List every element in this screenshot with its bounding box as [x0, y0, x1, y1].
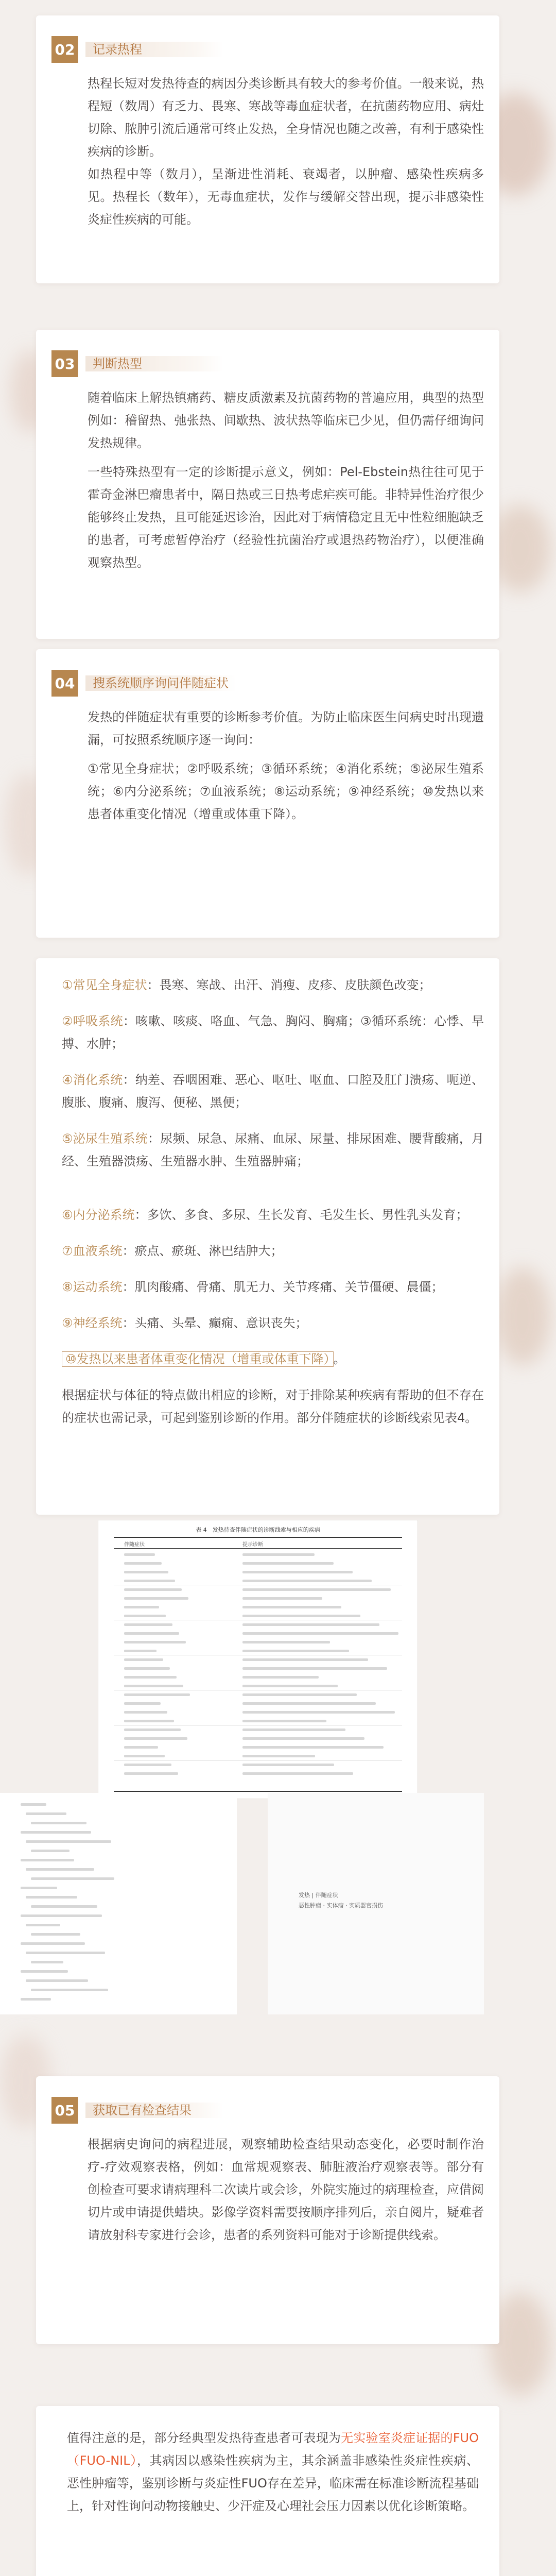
table-side-note: 恶性肿瘤 · 实体瘤 · 实质器官损伤 [299, 1902, 383, 1909]
table-line [242, 1746, 384, 1749]
section-number: 03 [51, 350, 78, 377]
symptom-text: ：畏寒、寒战、出汗、消瘦、皮疹、皮肤颜色改变； [147, 978, 431, 992]
section-02-body [51, 63, 484, 231]
symptom-text: 。 [333, 1352, 346, 1366]
table-header-symptom: 伴随症状 [124, 1542, 145, 1548]
table-line [242, 1702, 376, 1705]
table-line [242, 1764, 334, 1766]
section-04-card [36, 649, 499, 938]
table-line [31, 1905, 97, 1908]
table-line [124, 1685, 183, 1687]
symptom-text: ：纳差、吞咽困难、恶心、呕吐、呕血、口腔及肛门溃疡、呃逆、腹胀、腹痛、腹泻、便秘、黑便； [62, 1073, 484, 1110]
table-line [124, 1711, 167, 1714]
section-05-header [51, 2097, 484, 2124]
symptom-item [62, 1069, 484, 1114]
note-highlight: 无实验室炎症证据的FUO（FUO-NIL） [67, 2431, 479, 2468]
table-line [31, 1822, 86, 1824]
table-line [124, 1641, 186, 1643]
table-line [124, 1693, 190, 1696]
section-03-body [51, 377, 484, 574]
section-title: 判断热型 [85, 356, 223, 371]
table-line [31, 1961, 63, 1963]
table-line [26, 1868, 94, 1871]
table-line [242, 1685, 338, 1687]
section-03-header [51, 350, 484, 377]
table-line [124, 1623, 172, 1626]
table-line [242, 1728, 345, 1731]
table-line [21, 1970, 68, 1973]
symptom-text: ：肌肉酸痛、骨痛、肌无力、关节疼痛、关节僵硬、晨僵； [122, 1280, 444, 1294]
symptom-label: ⑥内分泌系统 [62, 1208, 135, 1222]
table-line [242, 1606, 341, 1608]
section-05-body [51, 2124, 484, 2246]
table-line [124, 1553, 155, 1556]
table-line [26, 1840, 111, 1843]
symptom-label: ⑤泌尿生殖系统 [62, 1131, 148, 1146]
symptom-text: ：尿频、尿急、尿痛、血尿、尿量、排尿困难、腰背酸痛，月经、生殖器溃疡、生殖器水肿、生殖器肿痛； [62, 1131, 484, 1168]
paragraph: ①常见全身症状；②呼吸系统；③循环系统；④消化系统；⑤泌尿生殖系统；⑥内分泌系统；⑦血液系统；⑧运动系统；⑨神经系统；⑩发热以来患者体重变化情况（增重或体重下降）。 [88, 761, 484, 821]
table-line [31, 1877, 114, 1880]
table-line [124, 1597, 188, 1600]
symptom-text: ：咳嗽、咳痰、咯血、气急、胸闷、胸痛；③循环系统：心悸、早搏、水肿； [62, 1014, 484, 1051]
section-number: 02 [51, 36, 78, 63]
paragraph: 热程长短对发热待查的病因分类诊断具有较大的参考价值。一般来说，热程短（数周）有乏力、畏寒、寒战等毒血症状者，在抗菌药物应用、病灶切除、脓肿引流后通常可终止发热，全身情况也随之改善，有利于感染性疾病的诊断。 [88, 76, 484, 159]
note-paragraph [67, 2427, 479, 2517]
section-05-card [36, 2076, 499, 2344]
table-line [242, 1755, 315, 1757]
table-line [26, 1979, 88, 1982]
table-4-image [98, 1520, 418, 1799]
symptom-item [62, 1348, 484, 1370]
symptoms-card [36, 958, 499, 1515]
symptom-label: ⑩发热以来患者体重变化情况（增重或体重下降） [62, 1351, 334, 1367]
symptom-text: ：头痛、头晕、癫痫、意识丧失； [122, 1316, 308, 1330]
paragraph: 根据症状与体征的特点做出相应的诊断，对于排除某种疾病有帮助的但不存在的症状也需记录，可起到鉴别诊断的作用。部分伴随症状的诊断线索见表4。 [62, 1388, 484, 1425]
table-line [242, 1632, 398, 1635]
symptom-item [62, 1204, 484, 1226]
table-line [124, 1658, 163, 1661]
table-line [26, 1924, 60, 1926]
table-line [124, 1746, 158, 1749]
table-line [124, 1737, 187, 1740]
symptom-item [62, 1240, 484, 1262]
section-04-body [51, 697, 484, 825]
table-line [242, 1615, 360, 1617]
table-header-diagnosis: 提示诊断 [242, 1542, 263, 1548]
table-line [242, 1571, 353, 1573]
table-side-note: 发热 | 伴随症状 [299, 1892, 338, 1899]
symptom-item [62, 974, 484, 996]
table-line [21, 1887, 57, 1889]
table-line [242, 1580, 372, 1582]
table-line [21, 1942, 85, 1945]
table-line [242, 1641, 330, 1643]
section-title: 记录热程 [85, 42, 223, 57]
table-line [242, 1772, 353, 1775]
symptom-text: ：多饮、多食、多尿、生长发育、毛发生长、男性乳头发育； [134, 1208, 468, 1222]
table-line [124, 1615, 166, 1617]
table-line [26, 1896, 77, 1899]
table-line [21, 1859, 74, 1861]
symptom-label: ⑧运动系统 [62, 1280, 123, 1294]
table-line [242, 1667, 387, 1670]
section-number: 05 [51, 2097, 78, 2124]
table-line [242, 1553, 315, 1556]
table-line [124, 1580, 175, 1582]
paragraph: 一些特殊热型有一定的诊断提示意义，例如：Pel-Ebstein热往往可见于霍奇金淋巴瘤患者中，隔日热或三日热考虑疟疾可能。非特异性治疗很少能够终止发热，且可能延迟诊治，因此对于病情稳定且无中性粒细胞缺乏的患者，可考虑暂停治疗（经验性抗菌治疗或退热药物治疗），以便准确观察热型。 [88, 465, 484, 570]
symptom-item [62, 1276, 484, 1298]
table-line [21, 1803, 46, 1806]
table-line [242, 1588, 391, 1591]
table-line [124, 1702, 161, 1705]
symptom-label: ④消化系统 [62, 1073, 123, 1087]
symptom-item [62, 1127, 484, 1173]
paragraph: 如热程中等（数月），呈渐进性消耗、衰竭者，以肿瘤、感染性疾病多见。热程长（数年），无毒血症状，发作与缓解交替出现，提示非感染性炎症性疾病的可能。 [88, 167, 484, 227]
table-line [124, 1764, 171, 1766]
note-text: 值得注意的是，部分经典型发热待查患者可表现为 [67, 2431, 341, 2445]
table-line [124, 1676, 177, 1679]
table-line [124, 1720, 174, 1722]
table-line [21, 1914, 102, 1917]
table-line [124, 1650, 157, 1652]
paragraph: 根据病史询问的病程进展，观察辅助检查结果动态变化，必要时制作治疗-疗效观察表格，例如：血常规观察表、肺脏液治疗观察表等。部分有创检查可要求请病理科二次读片或会诊，外院实施过的病理检查，应借阅切片或申请提供蜡块。影像学资料需要按顺序排列后，亲自阅片，疑难者请放射科专家进行会诊，患者的系列资料可能对于诊断提供线索。 [88, 2137, 484, 2242]
table-line [31, 1989, 108, 1991]
table-line [21, 1998, 51, 2001]
symptom-label: ⑦血液系统 [62, 1244, 123, 1258]
table-line [124, 1772, 178, 1775]
section-04-header [51, 670, 484, 697]
table-4-continued-image [0, 1793, 237, 2014]
symptom-text: ：瘀点、瘀斑、淋巴结肿大； [122, 1244, 283, 1258]
symptom-label: ⑨神经系统 [62, 1316, 123, 1330]
table-line [242, 1562, 334, 1565]
fuo-nil-note-card [36, 2406, 499, 2576]
table-line [124, 1755, 165, 1757]
table-line [31, 1850, 70, 1852]
table-line [242, 1658, 368, 1661]
table-line [242, 1720, 326, 1722]
table-line [124, 1667, 170, 1670]
table-line [124, 1606, 159, 1608]
table-line [242, 1623, 379, 1626]
table-rule [114, 1548, 402, 1549]
symptom-label: ②呼吸系统 [62, 1014, 123, 1028]
table-side-image [268, 1793, 484, 2014]
table-line [21, 1831, 91, 1834]
symptom-label: ①常见全身症状 [62, 978, 147, 992]
table-line [26, 1952, 105, 1954]
table-line [124, 1571, 168, 1573]
paragraph: 发热的伴随症状有重要的诊断参考价值。为防止临床医生问病史时出现遗漏，可按照系统顺序逐一询问： [88, 710, 484, 747]
table-line [124, 1728, 181, 1731]
paragraph: 随着临床上解热镇痛药、糖皮质激素及抗菌药物的普遍应用，典型的热型例如：稽留热、弛张热、间歇热、波状热等临床已少见，但仍需仔细询问发热规律。 [88, 391, 484, 450]
symptom-item [62, 1312, 484, 1334]
table-line [242, 1711, 395, 1714]
table-line [31, 1933, 80, 1936]
section-title: 搜系统顺序询问伴随症状 [85, 675, 236, 691]
section-03-card [36, 330, 499, 639]
section-02-header [51, 36, 484, 63]
table-line [26, 1812, 66, 1815]
section-title: 获取已有检查结果 [85, 2103, 223, 2118]
decor-blob [494, 1267, 551, 1365]
symptom-item [62, 1010, 484, 1055]
table-line [242, 1650, 349, 1652]
table-line [242, 1676, 319, 1679]
note-text: ，其病因以感染性疾病为主，其余涵盖非感染性炎症性疾病、恶性肿瘤等，鉴别诊断与炎症性FUO存在差异，临床需在标准诊断流程基础上，针对性询问动物接触史、少汗症及心理社会压力因素以优化诊断策略。 [67, 2453, 479, 2513]
table-line [124, 1632, 179, 1635]
table-line [124, 1588, 182, 1591]
table-caption: 表 4 发热待查伴随症状的诊断线索与相应的疾病 [196, 1527, 320, 1533]
table-line [242, 1693, 357, 1696]
table-line [242, 1737, 364, 1740]
table-rule [114, 1537, 402, 1538]
symptom-list [51, 974, 484, 1429]
table-line [242, 1597, 322, 1600]
table-rule [114, 1791, 402, 1792]
table-line [124, 1562, 162, 1565]
section-number: 04 [51, 670, 78, 697]
section-02-card [36, 15, 499, 283]
